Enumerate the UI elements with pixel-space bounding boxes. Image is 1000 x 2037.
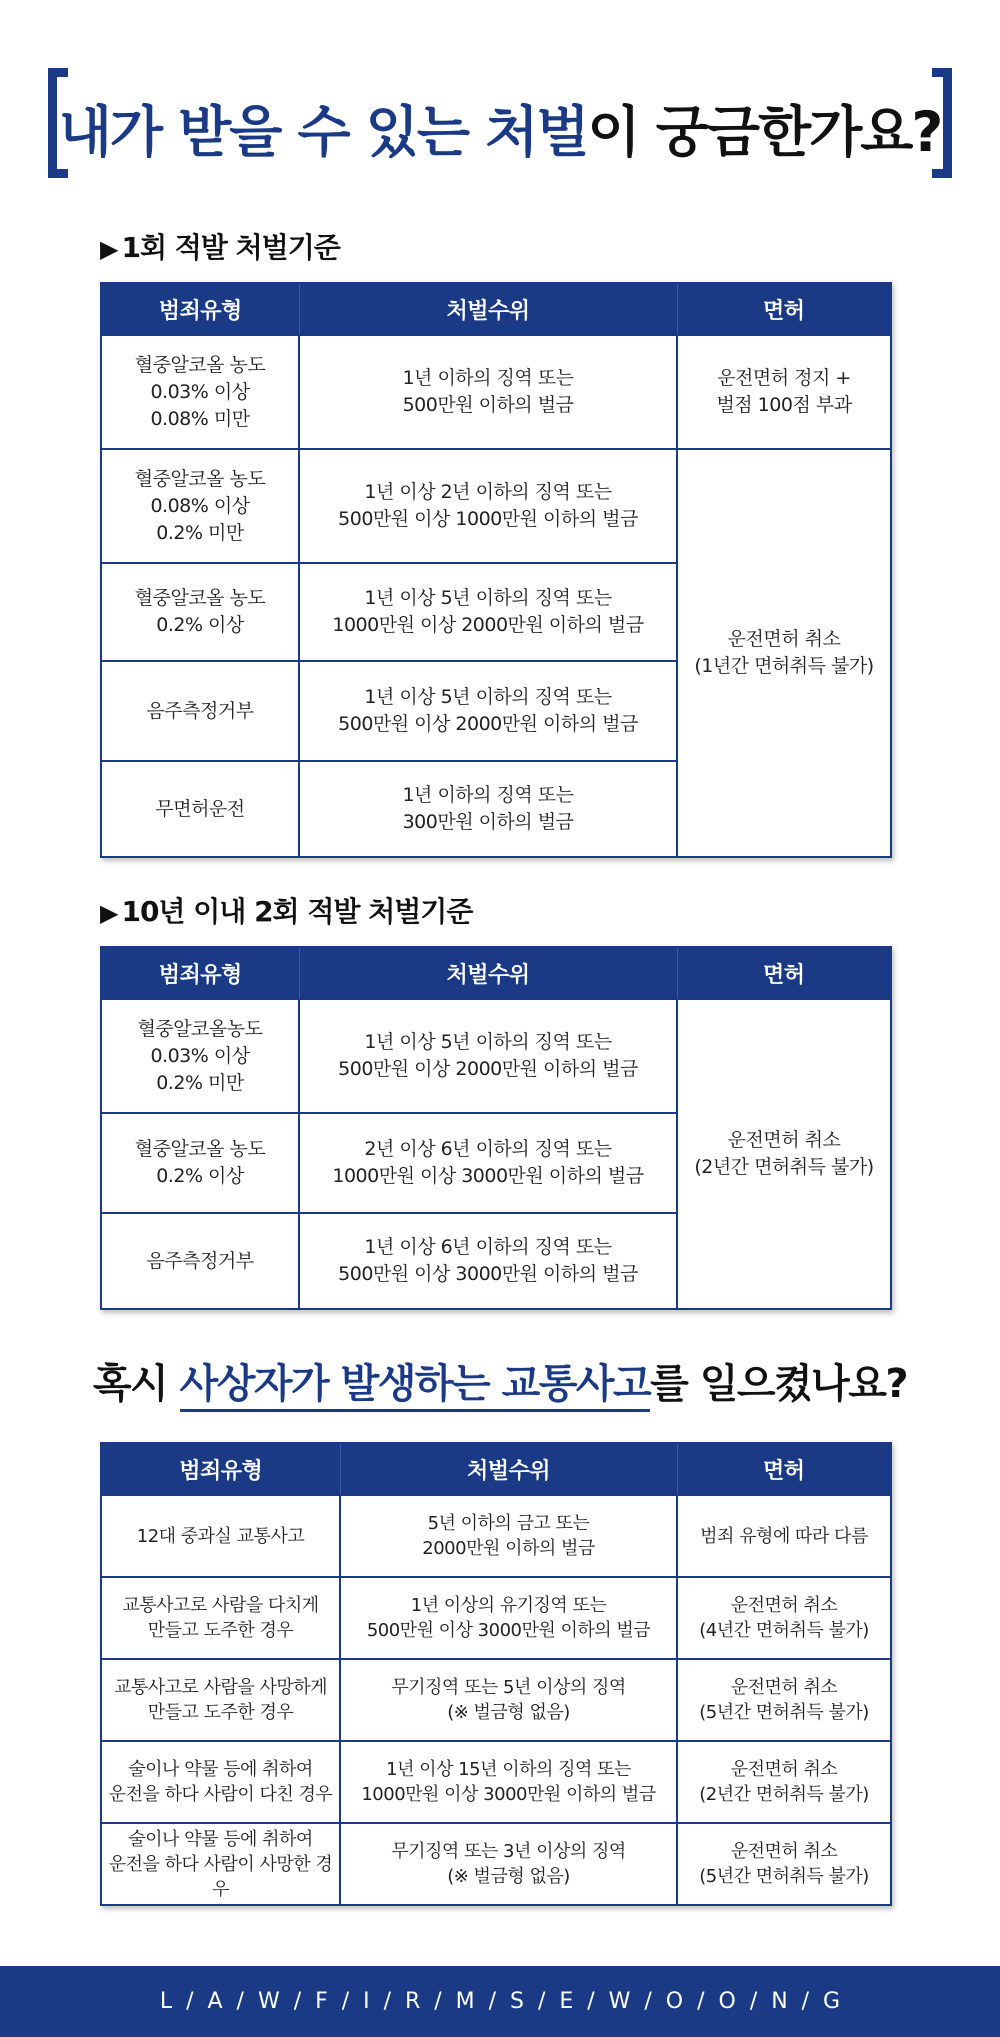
section2-title-text: 10년 이내 2회 적발 처벌기준 xyxy=(121,895,473,928)
cell-penalty: 1년 이하의 징역 또는 500만원 이하의 벌금 xyxy=(299,335,677,449)
page-title-accent: 내가 받을 수 있는 처벌 xyxy=(58,100,588,164)
footer-brand-text: L / A / W / F / I / R / M / S / E / W / O / O / N / G xyxy=(159,1989,841,2014)
table-row xyxy=(101,335,891,449)
question-after: 를 일으켰나요? xyxy=(650,1361,908,1407)
cell-crime-type: 음주측정거부 xyxy=(101,661,299,761)
cell-crime-type: 혈중알코올농도 0.03% 이상 0.2% 미만 xyxy=(101,999,299,1113)
table-row xyxy=(101,999,891,1113)
cell-crime-type: 술이나 약물 등에 취하여 운전을 하다 사람이 다친 경우 xyxy=(101,1741,340,1823)
cell-license: 운전면허 정지 + 벌점 100점 부과 xyxy=(677,335,891,449)
cell-crime-type: 혈중알코올 농도 0.2% 이상 xyxy=(101,563,299,661)
cell-penalty: 1년 이상 2년 이하의 징역 또는 500만원 이상 1000만원 이하의 벌금 xyxy=(299,449,677,563)
cell-crime-type: 무면허운전 xyxy=(101,761,299,857)
cell-penalty: 무기징역 또는 3년 이상의 징역 (※ 벌금형 없음) xyxy=(340,1823,677,1905)
table-row xyxy=(101,1741,891,1823)
cell-penalty: 1년 이상의 유기징역 또는 500만원 이상 3000만원 이하의 벌금 xyxy=(340,1577,677,1659)
table-header-row xyxy=(101,283,891,335)
first-offense-table xyxy=(100,282,892,858)
header-license: 면허 xyxy=(677,283,891,335)
second-offense-table xyxy=(100,946,892,1310)
table-header-row xyxy=(101,947,891,999)
section1-title-text: 1회 적발 처벌기준 xyxy=(121,231,340,264)
cell-penalty: 5년 이하의 금고 또는 2000만원 이하의 벌금 xyxy=(340,1495,677,1577)
cell-license: 운전면허 취소 (5년간 면허취득 불가) xyxy=(677,1823,891,1905)
table-row xyxy=(101,449,891,563)
table-row xyxy=(101,1659,891,1741)
cell-crime-type: 혈중알코올 농도 0.08% 이상 0.2% 미만 xyxy=(101,449,299,563)
cell-crime-type: 술이나 약물 등에 취하여 운전을 하다 사람이 사망한 경우 xyxy=(101,1823,340,1905)
header-license: 면허 xyxy=(677,947,891,999)
cell-penalty: 1년 이상 5년 이하의 징역 또는 500만원 이상 2000만원 이하의 벌금 xyxy=(299,999,677,1113)
triangle-marker-icon: ▶ xyxy=(100,899,118,927)
header-crime-type: 범죄유형 xyxy=(101,1443,340,1495)
cell-license: 운전면허 취소 (4년간 면허취득 불가) xyxy=(677,1577,891,1659)
cell-crime-type: 교통사고로 사람을 다치게 만들고 도주한 경우 xyxy=(101,1577,340,1659)
cell-penalty: 2년 이상 6년 이하의 징역 또는 1000만원 이상 3000만원 이하의 벌금 xyxy=(299,1113,677,1213)
footer-brand-bar xyxy=(0,1966,1000,2037)
cell-crime-type: 음주측정거부 xyxy=(101,1213,299,1309)
cell-crime-type: 혈중알코올 농도 0.03% 이상 0.08% 미만 xyxy=(101,335,299,449)
cell-license-merged: 운전면허 취소 (1년간 면허취득 불가) xyxy=(677,449,891,857)
cell-license-merged: 운전면허 취소 (2년간 면허취득 불가) xyxy=(677,999,891,1309)
hero-banner xyxy=(48,68,952,184)
cell-penalty: 1년 이상 6년 이하의 징역 또는 500만원 이상 3000만원 이하의 벌금 xyxy=(299,1213,677,1309)
cell-penalty: 1년 이상 5년 이하의 징역 또는 500만원 이상 2000만원 이하의 벌금 xyxy=(299,661,677,761)
table-row xyxy=(101,1823,891,1905)
accident-question-heading xyxy=(0,1352,1000,1409)
cell-penalty: 1년 이하의 징역 또는 300만원 이하의 벌금 xyxy=(299,761,677,857)
cell-crime-type: 교통사고로 사람을 사망하게 만들고 도주한 경우 xyxy=(101,1659,340,1741)
table-row xyxy=(101,1495,891,1577)
header-license: 면허 xyxy=(677,1443,891,1495)
header-crime-type: 범죄유형 xyxy=(101,947,299,999)
page-title-rest: 이 궁금한가요? xyxy=(587,100,942,164)
page-title xyxy=(48,88,952,167)
section2-title xyxy=(100,890,472,930)
cell-penalty: 무기징역 또는 5년 이상의 징역 (※ 벌금형 없음) xyxy=(340,1659,677,1741)
table-header-row xyxy=(101,1443,891,1495)
traffic-accident-table xyxy=(100,1442,892,1906)
header-penalty: 처벌수위 xyxy=(299,947,677,999)
section1-title xyxy=(100,226,340,266)
header-penalty: 처벌수위 xyxy=(299,283,677,335)
cell-crime-type: 혈중알코올 농도 0.2% 이상 xyxy=(101,1113,299,1213)
cell-license: 운전면허 취소 (5년간 면허취득 불가) xyxy=(677,1659,891,1741)
cell-license: 운전면허 취소 (2년간 면허취득 불가) xyxy=(677,1741,891,1823)
cell-penalty: 1년 이상 5년 이하의 징역 또는 1000만원 이상 2000만원 이하의 벌금 xyxy=(299,563,677,661)
header-penalty: 처벌수위 xyxy=(340,1443,677,1495)
header-crime-type: 범죄유형 xyxy=(101,283,299,335)
triangle-marker-icon: ▶ xyxy=(100,235,118,263)
right-bracket-decoration xyxy=(932,68,952,178)
cell-crime-type: 12대 중과실 교통사고 xyxy=(101,1495,340,1577)
table-row xyxy=(101,1577,891,1659)
question-before: 혹시 xyxy=(92,1361,180,1407)
cell-penalty: 1년 이상 15년 이하의 징역 또는 1000만원 이상 3000만원 이하의 벌금 xyxy=(340,1741,677,1823)
question-accent: 사상자가 발생하는 교통사고 xyxy=(180,1361,651,1412)
cell-license: 범죄 유형에 따라 다름 xyxy=(677,1495,891,1577)
